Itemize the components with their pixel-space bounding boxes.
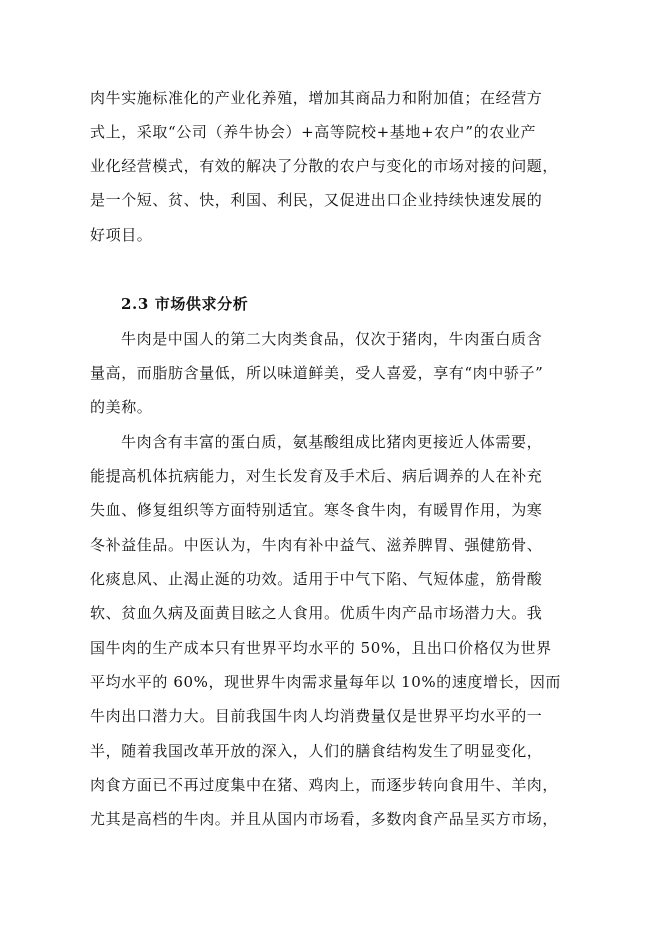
paragraph-line: 冬补益佳品。中医认为，牛肉有补中益气、滋养脾胃、强健筋骨、 bbox=[90, 536, 543, 554]
paragraph-line: 失血、修复组织等方面特别适宜。寒冬食牛肉，有暖胃作用，为寒 bbox=[90, 501, 543, 519]
paragraph-line: 半，随着我国改革开放的深入，人们的膳食结构发生了明显变化， bbox=[90, 742, 543, 760]
paragraph-line: 软、贫血久病及面黄目眩之人食用。优质牛肉产品市场潜力大。我 bbox=[90, 604, 543, 622]
section-heading: 2.3 市场供求分析 bbox=[121, 295, 249, 313]
paragraph-line: 牛肉含有丰富的蛋白质，氨基酸组成比猪肉更接近人体需要， bbox=[121, 433, 543, 451]
paragraph-line: 肉食方面已不再过度集中在猪、鸡肉上，而逐步转向食用牛、羊肉， bbox=[90, 776, 559, 794]
paragraph-line: 是一个短、贫、快，利国、利民，又促进出口企业持续快速发展的 bbox=[90, 191, 543, 209]
paragraph-line: 好项目。 bbox=[90, 226, 153, 244]
paragraph-line: 国牛肉的生产成本只有世界平均水平的 50%，且出口价格仅为世界 bbox=[90, 639, 552, 657]
paragraph-line: 业化经营模式，有效的解决了分散的农户与变化的市场对接的问题， bbox=[90, 157, 559, 175]
paragraph-line: 式上，采取“公司（养牛协会）+高等院校+基地+农户”的农业产 bbox=[90, 123, 537, 141]
paragraph-line: 化痰息风、止渴止涎的功效。适用于中气下陷、气短体虚，筋骨酸 bbox=[90, 570, 543, 588]
paragraph-line: 平均水平的 60%，现世界牛肉需求量每年以 10%的速度增长，因而 bbox=[90, 673, 562, 691]
paragraph-line: 肉牛实施标准化的产业化养殖，增加其商品力和附加值；在经营方 bbox=[90, 89, 543, 107]
paragraph-line: 牛肉是中国人的第二大肉类食品，仅次于猪肉，牛肉蛋白质含 bbox=[121, 330, 543, 348]
paragraph-line: 量高，而脂肪含量低，所以味道鲜美，受人喜爱，享有“肉中骄子” bbox=[90, 364, 544, 382]
paragraph-line: 的美称。 bbox=[90, 398, 153, 416]
paragraph-line: 能提高机体抗病能力，对生长发育及手术后、病后调养的人在补充 bbox=[90, 467, 543, 485]
paragraph-line: 牛肉出口潜力大。目前我国牛肉人均消费量仅是世界平均水平的一 bbox=[90, 707, 543, 725]
paragraph-line: 尤其是高档的牛肉。并且从国内市场看，多数肉食产品呈买方市场， bbox=[90, 810, 559, 828]
